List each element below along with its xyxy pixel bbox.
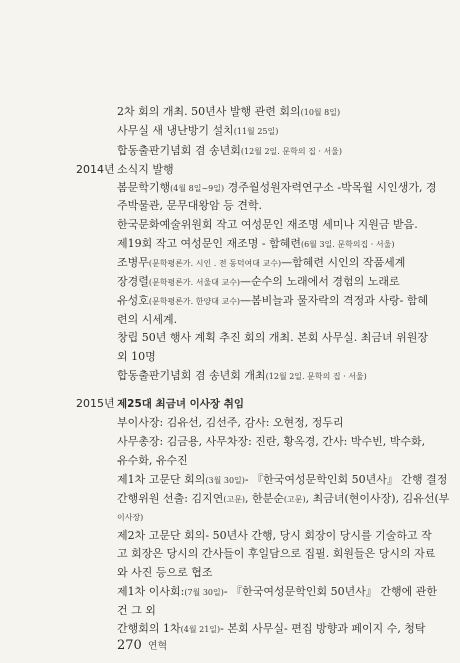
line-note: 이사장)	[117, 513, 144, 522]
line-text	[117, 526, 432, 546]
line-segment: 건 그 외	[117, 604, 156, 617]
line-text	[117, 451, 188, 471]
text-row	[0, 253, 460, 273]
line-note: (10월 8일)	[300, 108, 341, 117]
line-text	[117, 253, 405, 274]
line-segment: 봄문학기행	[117, 181, 171, 194]
line-segment: 간행회의 1차	[117, 622, 181, 635]
line-segment: 소식지 발행	[117, 163, 174, 176]
line-note: (고문)	[283, 495, 306, 504]
line-segment: 장경렬	[117, 275, 149, 288]
line-text	[117, 272, 400, 293]
line-segment: - 『한국여성문학인회 50년사』 간행 결정	[244, 473, 448, 486]
line-note: (4월 8일~9일)	[170, 184, 225, 193]
text-row	[0, 310, 460, 330]
text-row	[0, 347, 460, 367]
line-text	[117, 544, 435, 564]
line-segment: 유수화, 유수진	[117, 454, 188, 467]
text-row	[0, 619, 460, 639]
line-segment: —봄비늘과 물자락의 격정과 사랑- 함혜	[240, 294, 429, 307]
line-segment: 외 10명	[117, 350, 156, 363]
text-row	[0, 582, 460, 602]
text-row	[0, 196, 460, 216]
line-note: (4월 21일)	[180, 625, 221, 634]
line-segment: 제1차 고문단 회의	[117, 473, 206, 486]
section-title: 연혁	[147, 641, 168, 652]
line-segment: 합동출판기념회 겸 송년회	[117, 144, 241, 157]
line-segment: 경주월성원자력연구소 -박목월 시인생가, 경	[224, 181, 437, 194]
line-text	[117, 160, 174, 180]
line-text	[117, 394, 244, 414]
line-segment: 제19회 작고 여성문인 재조명 - 함혜련	[117, 237, 301, 250]
text-row	[0, 563, 460, 583]
line-segment: —함혜련 시인의 작품세계	[281, 256, 406, 269]
text-row	[0, 121, 460, 141]
line-segment: 창립 50년 행사 계획 추진 회의 개최. 본회 사무실. 최금녀 위원장	[117, 331, 428, 344]
line-text	[117, 310, 177, 330]
line-text	[117, 102, 340, 123]
text-row	[0, 215, 460, 235]
line-segment: 제25대 최금녀 이사장 취임	[117, 398, 245, 410]
line-text	[117, 215, 418, 235]
line-note: (3월 30일)	[205, 476, 245, 485]
line-segment: - 본회 사무실- 편집 방향과 페이지 수, 청탁	[220, 622, 426, 635]
text-row	[0, 141, 460, 161]
year-label: 2015년	[76, 397, 115, 410]
line-segment: 한국문화예술위원회 작고 여성문인 재조명 세미나 지원금 받음.	[117, 218, 418, 231]
line-segment: - 『한국여성문학인회 50년사』 간행에 관한	[223, 585, 437, 598]
text-row	[0, 234, 460, 254]
line-note: (문학평론가. 한양대 교수)	[148, 297, 241, 306]
text-row	[0, 507, 460, 527]
text-row	[0, 526, 460, 546]
line-segment: 제2차 고문단 회의- 50년사 간행, 당시 회장이 당시를 기술하고 작	[117, 529, 432, 542]
line-text	[117, 470, 447, 491]
line-text	[117, 234, 394, 255]
line-segment: 부이사장: 김유선, 김선주, 감사: 오현정, 정두리	[117, 416, 344, 429]
text-row	[0, 432, 460, 452]
text-row	[0, 489, 460, 509]
year-label: 2014년	[76, 163, 115, 176]
line-text	[117, 432, 425, 452]
line-text	[117, 366, 367, 387]
line-text	[117, 121, 278, 142]
line-segment: 2차 회의 개최. 50년사 발행 관련 회의	[117, 105, 301, 118]
text-row	[0, 291, 460, 311]
line-segment: 사무총장: 김금용, 사무차장: 진란, 황옥경, 간사: 박수빈, 박수화,	[117, 435, 426, 448]
line-text	[117, 141, 342, 162]
line-text	[117, 196, 262, 216]
line-segment: 고 회장은 당시의 간사들이 후일담으로 집필. 회원들은 당시의 자료	[117, 547, 436, 560]
line-text	[117, 291, 428, 312]
text-row	[0, 272, 460, 292]
line-note: (문학평론가. 시인 . 전 동덕여대 교수)	[148, 259, 282, 268]
text-row	[0, 601, 460, 621]
text-row	[0, 394, 460, 414]
page-number: 270	[117, 638, 142, 653]
line-segment: —순수의 노래에서 경험의 노래로	[240, 275, 400, 288]
line-segment: , 한분순	[245, 492, 284, 505]
text-row	[0, 160, 460, 180]
line-segment: 제1차 이사회:	[117, 585, 185, 598]
line-segment: 합동출판기념회 겸 송년회 개최	[117, 369, 266, 382]
line-text	[117, 347, 156, 367]
line-note: (고문)	[223, 495, 246, 504]
line-text	[117, 507, 143, 528]
text-row	[0, 451, 460, 471]
line-segment: 와 사진 등으로 협조	[117, 566, 213, 579]
line-note: (7월 30일)	[184, 588, 224, 597]
line-note: (11월 25일)	[233, 127, 279, 136]
line-note: (6월 3일. 문학의집 · 서울)	[300, 240, 395, 249]
line-segment: 련의 시세계.	[117, 313, 178, 326]
line-text	[117, 601, 156, 621]
line-segment: 간행위원 선출: 김지연	[117, 492, 224, 505]
line-text	[117, 563, 213, 583]
line-text	[117, 582, 437, 603]
line-text	[117, 328, 428, 348]
text-row	[0, 178, 460, 198]
line-note: (12월 2일. 문학의 집 · 서울)	[265, 372, 367, 381]
line-text	[117, 413, 344, 433]
line-note: (12월 2일. 문학의 집 · 서울)	[240, 147, 343, 156]
text-row	[0, 328, 460, 348]
line-segment: 주박물관, 문무대왕암 등 견학.	[117, 199, 262, 212]
line-segment: 유성호	[117, 294, 149, 307]
text-row	[0, 544, 460, 564]
page-footer	[117, 637, 167, 653]
line-segment: , 최금녀(현이사장), 김유선(부	[305, 492, 450, 505]
text-row	[0, 413, 460, 433]
line-segment: 조병무	[117, 256, 149, 269]
line-segment: 사무실 새 냉난방기 설치	[117, 124, 234, 137]
line-note: (문학평론가. 서울대 교수)	[148, 278, 241, 287]
text-row	[0, 102, 460, 122]
text-row	[0, 470, 460, 490]
text-row	[0, 366, 460, 386]
